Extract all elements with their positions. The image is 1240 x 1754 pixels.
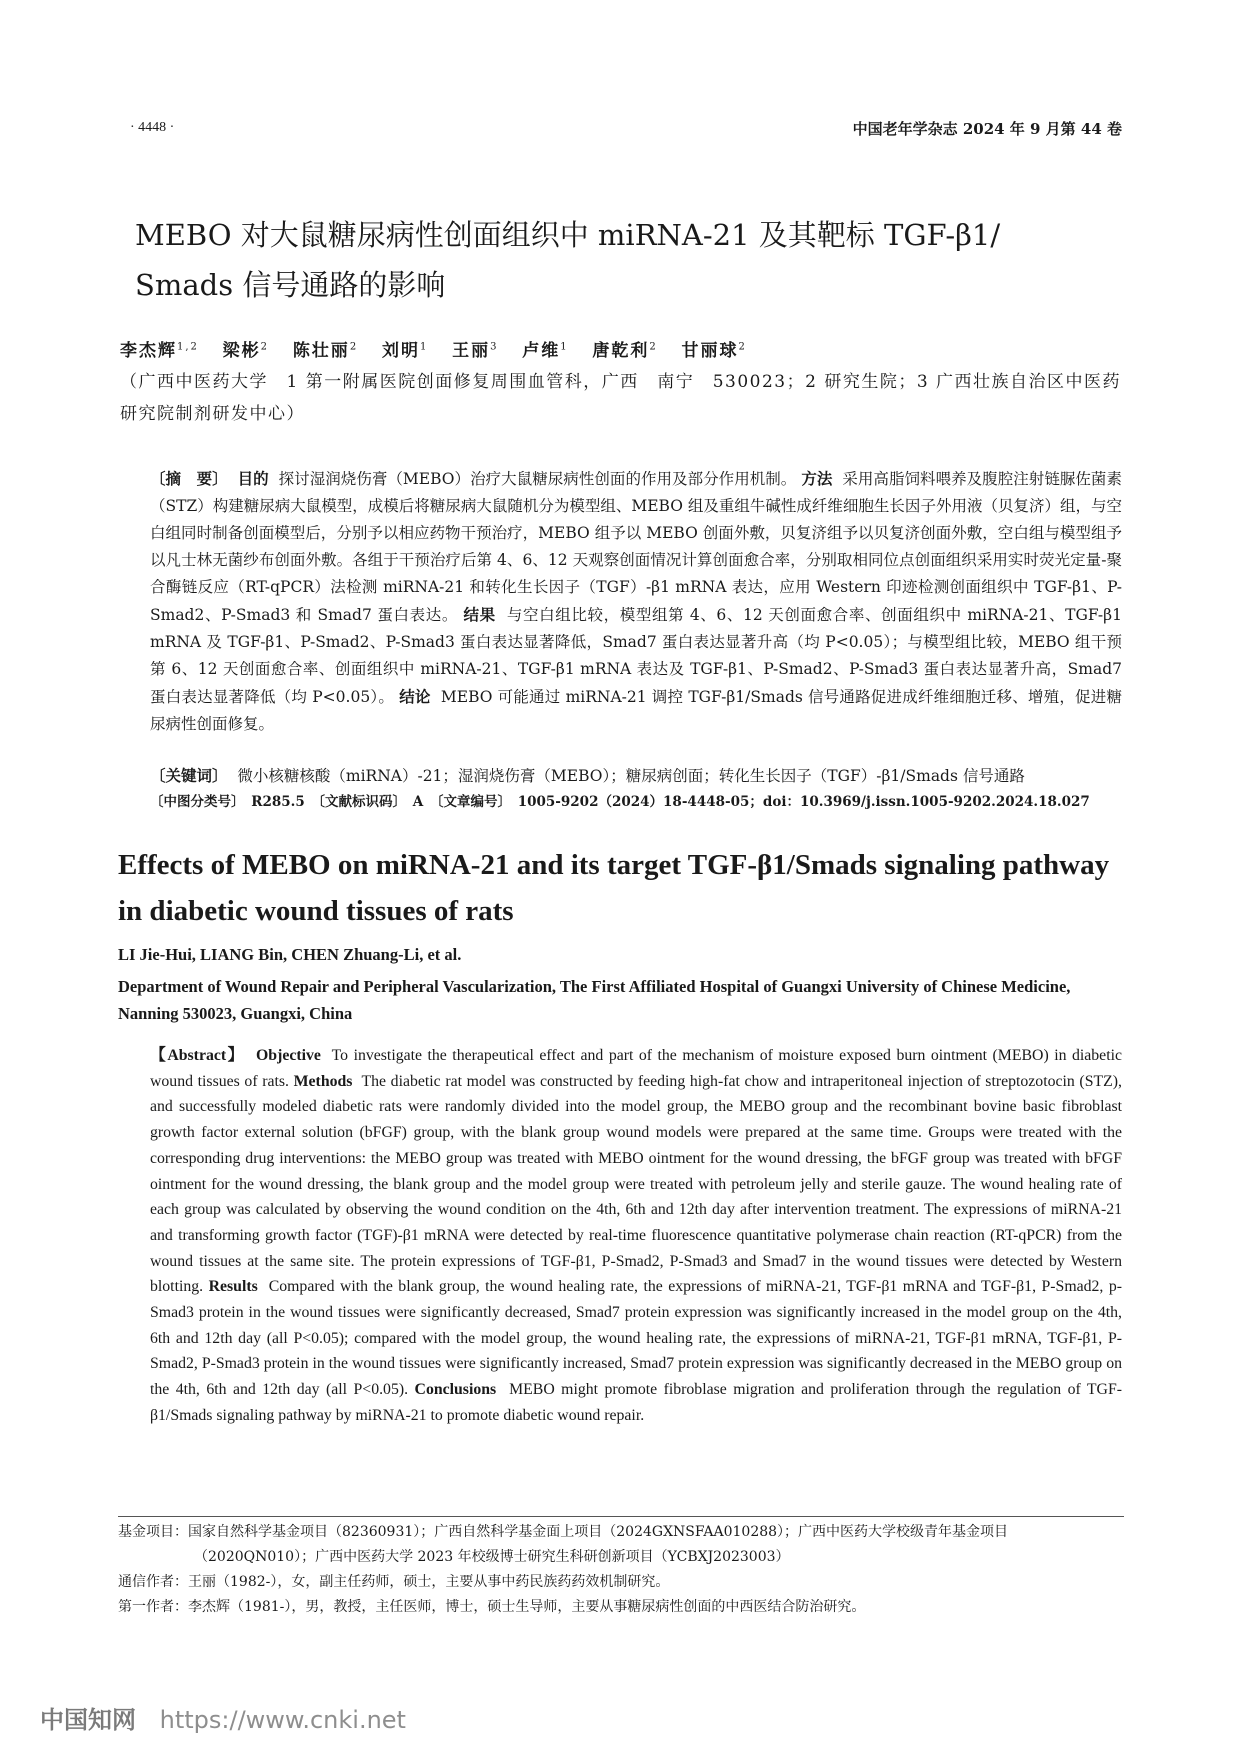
- author-affiliation-mark: 2: [260, 341, 270, 353]
- title-chinese-line-2: Smads 信号通路的影响: [135, 268, 446, 302]
- keywords-chinese: [150, 762, 1122, 790]
- objective-text: 探讨湿润烧伤膏（MEBO）治疗大鼠糖尿病性创面的作用及部分作用机制。: [278, 470, 797, 488]
- page-number: · 4448 ·: [130, 120, 175, 135]
- classification-line: 〔中图分类号〕 R285.5 〔文献标识码〕 A 〔文章编号〕 1005-9202（2024）18-4448-05；doi：10.3969/j.issn.1005-9202.2024.18.027: [150, 794, 1090, 810]
- objective-en-label: Objective: [256, 1047, 321, 1064]
- abstract-english: [150, 1043, 1122, 1429]
- author-name: 甘丽球: [681, 341, 739, 361]
- footnotes: [118, 1520, 1124, 1620]
- conclusion-en-text: MEBO might promote fibroblase migration and proliferation through the regulation of TGF-β1/Smads signaling pathway by miRNA-21 to promote diabetic wound repair.: [150, 1381, 1122, 1424]
- abstract-label: 〔摘 要〕: [150, 469, 228, 488]
- abstract-chinese: [150, 465, 1122, 738]
- author-affiliation-mark: 2: [349, 341, 359, 353]
- results-label: 结果: [463, 605, 496, 624]
- author-affiliation-mark: 1: [419, 341, 429, 353]
- abstract-en-label: 【Abstract】: [150, 1047, 246, 1064]
- author-name: 陈壮丽: [292, 341, 350, 361]
- objective-en-text: To investigate the therapeutical effect and part of the mechanism of moisture exposed burn ointment (MEBO) in diabetic wound tissues of rats.: [150, 1047, 1122, 1090]
- correspondence-note: 通信作者：王丽（1982-），女，副主任药师，硕士，主要从事中药民族药药效机制研究。: [118, 1574, 670, 1590]
- author-affiliation-mark: 3: [490, 341, 499, 353]
- methods-en-label: Methods: [293, 1072, 353, 1090]
- authors-chinese: [120, 336, 1120, 361]
- author-affiliation-mark: 1: [560, 341, 569, 353]
- conclusion-text: MEBO 可能通过 miRNA-21 调控 TGF-β1/Smads 信号通路促进成纤维细胞迁移、增殖，促进糖尿病性创面修复。: [150, 688, 1122, 733]
- authors-english: LI Jie-Hui, LIANG Bin, CHEN Zhuang-Li, et al.: [118, 945, 462, 964]
- objective-label: 目的: [237, 469, 269, 488]
- methods-en-text: The diabetic rat model was constructed by feeding high-fat chow and intraperitoneal injection of streptozotocin (STZ), and successfully modeled diabetic rats were randomly divided into the model group, the MEBO group and the recombinant bovine basic fibroblast growth factor external solution (bFGF) group, with the blank group wound models were prepared at the same time. Groups were treated with the corresponding drug interventions: the MEBO group was treated with MEBO ointment for the wound dressing, the bFGF group was treated with bFGF ointment for the wound dressing, the blank group and the model group were treated with petroleum jelly and sterile gauze. The wound healing rate of each group was calculated by observing the wound condition on the 4th, 6th and 12th day after intervention treatment. The expressions of miRNA-21 and transforming growth factor (TGF)-β1 mRNA were detected by real-time fluorescence quantitative polymerase chain reaction (RT-qPCR) from the wound tissues at the same site. The protein expressions of TGF-β1, P-Smad2, P-Smad3 and Smad7 in the wound tissues were detected by Western blotting.: [150, 1072, 1122, 1296]
- first-author-note: 第一作者：李杰辉（1981-），男，教授，主任医师，博士，硕士生导师，主要从事糖尿病性创面的中西医结合防治研究。: [118, 1599, 866, 1615]
- author-name: 卢维: [522, 341, 561, 361]
- author-affiliation-mark: 2: [738, 341, 747, 353]
- author-name: 王丽: [452, 341, 491, 361]
- watermark-url[interactable]: https://www.cnki.net: [159, 1706, 406, 1734]
- keywords-label: 〔关键词〕: [150, 766, 228, 785]
- footnote-divider: [118, 1516, 1124, 1517]
- title-chinese-line-1: MEBO 对大鼠糖尿病性创面组织中 miRNA-21 及其靶标 TGF-β1/: [135, 218, 1001, 252]
- author-affiliation-mark: 2: [649, 341, 658, 353]
- author-name: 刘明: [381, 341, 420, 361]
- affiliation-chinese: （广西中医药大学 1 第一附属医院创面修复周围血管科，广西 南宁 530023；2 研究生院；3 广西壮族自治区中医药研究院制剂研发中心）: [120, 372, 1122, 424]
- fund-line-1: 基金项目：国家自然科学基金项目（82360931）；广西自然科学基金面上项目（2024GXNSFAA010288）；广西中医药大学校级青年基金项目: [118, 1524, 1009, 1540]
- author-name: 梁彬: [222, 341, 261, 361]
- results-text: 与空白组比较，模型组第 4、6、12 天创面愈合率、创面组织中 miRNA-21、TGF-β1 mRNA 及 TGF-β1、P-Smad2、P-Smad3 蛋白表达显著降低，Smad7 蛋白表达显著升高（均 P<0.05）；与模型组比较，MEBO 组干预第 6、12 天创面愈合率、创面组织中 miRNA-21、TGF-β1 mRNA 表达及 TGF-β1、P-Smad2、P-Smad3 蛋白表达显著升高，Smad7 蛋白表达显著降低（均 P<0.05）。: [150, 606, 1122, 706]
- author-name: 李杰辉: [120, 341, 177, 361]
- fund-line-2: （2020QN010）；广西中医药大学 2023 年校级博士研究生科研创新项目（YCBXJ2023003）: [194, 1549, 790, 1565]
- title-chinese: [135, 210, 1035, 310]
- methods-label: 方法: [801, 469, 833, 488]
- methods-text: 采用高脂饲料喂养及腹腔注射链脲佐菌素（STZ）构建糖尿病大鼠模型，成模后将糖尿病大鼠随机分为模型组、MEBO 组及重组牛碱性成纤维细胞生长因子外用液（贝复济）组，与空白组同时制备创面模型后，分别予以相应药物干预治疗，MEBO 组予以 MEBO 创面外敷，贝复济组予以贝复济创面外敷，空白组与模型组予以凡士林无菌纱布创面外敷。各组于干预治疗后第 4、6、12 天观察创面情况计算创面愈合率，分别取相同位点创面组织采用实时荧光定量-聚合酶链反应（RT-qPCR）法检测 miRNA-21 和转化生长因子（TGF）-β1 mRNA 表达，应用 Western 印迹检测创面组织中 TGF-β1、P-Smad2、P-Smad3 和 Smad7 蛋白表达。: [150, 470, 1122, 624]
- results-en-label: Results: [208, 1278, 258, 1296]
- author-name: 唐乾利: [592, 341, 650, 361]
- journal-header: 中国老年学杂志 2024 年 9 月第 44 卷: [852, 120, 1122, 138]
- affiliation-english: Department of Wound Repair and Peripheral Vascularization, The First Affiliated Hospital of Guangxi University of Chinese Medicine, Nanning 530023, Guangxi, China: [118, 977, 1071, 1023]
- conclusion-en-label: Conclusions: [414, 1381, 497, 1399]
- title-english: Effects of MEBO on miRNA-21 and its target TGF-β1/Smads signaling pathway in diabetic wound tissues of rats: [118, 849, 1110, 927]
- results-en-text: Compared with the blank group, the wound healing rate, the expressions of miRNA-21, TGF-β1 mRNA and TGF-β1, P-Smad2, p-Smad3 protein in the wound tissues were significantly decreased, Smad7 protein expression was significantly increased in the model group on the 4th, 6th and 12th day (all P<0.05); compared with the model group, the wound healing rate, the expressions of miRNA-21, TGF-β1 mRNA, TGF-β1, P-Smad2, P-Smad3 protein in the wound tissues were significantly increased, Smad7 protein expression was significantly decreased in the MEBO group on the 4th, 6th and 12th day (all P<0.05).: [150, 1278, 1123, 1399]
- watermark-brand: 中国知网: [40, 1706, 136, 1734]
- keywords-text: 微小核糖核酸（miRNA）-21；湿润烧伤膏（MEBO）；糖尿病创面；转化生长因子（TGF）-β1/Smads 信号通路: [237, 767, 1025, 785]
- conclusion-label: 结论: [399, 687, 431, 706]
- author-affiliation-mark: 1,2: [177, 341, 199, 353]
- cnki-watermark: [40, 1700, 406, 1735]
